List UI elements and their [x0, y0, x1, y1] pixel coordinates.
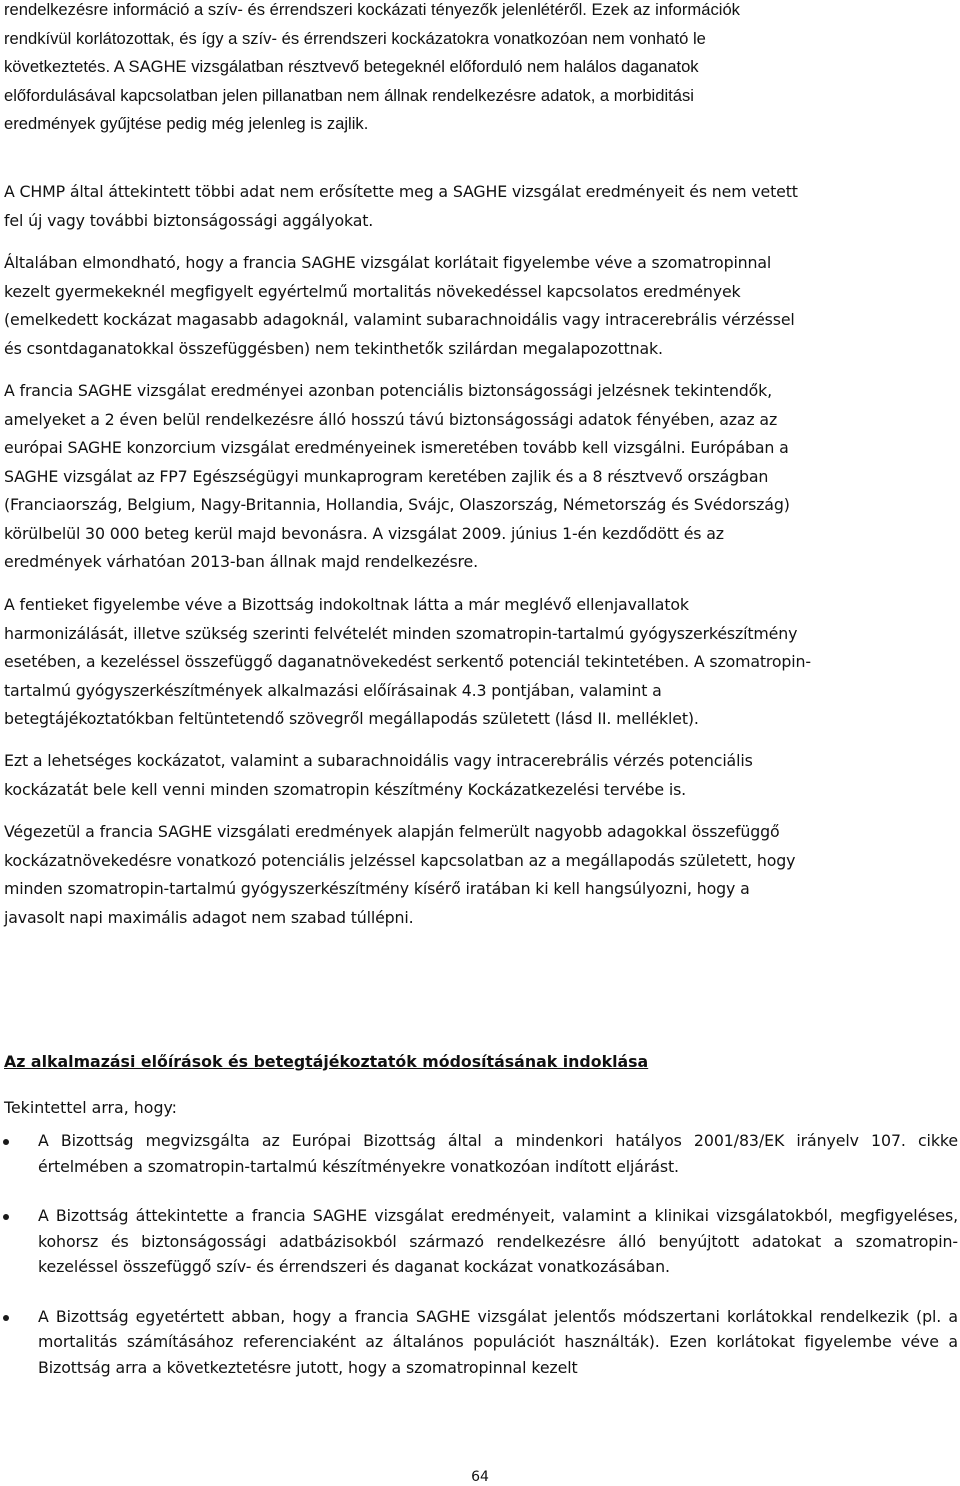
text-line: eredmények várhatóan 2013-ban állnak majd rendelkezésre.: [4, 552, 478, 571]
list-item-text: A Bizottság megvizsgálta az Európai Bizottság által a mindenkori hatályos 2001/83/EK irányelv 107. cikke értelmében a szomatropin-tartalmú készítményekre vonatkozóan indított eljárást.: [38, 1131, 958, 1176]
text-line: harmonizálását, illetve szükség szerinti felvételét minden szomatropin-tartalmú gyógyszerkészítmény: [4, 623, 798, 643]
text-line: fel új vagy további biztonságossági aggályokat.: [4, 210, 374, 230]
section-heading: Az alkalmazási előírások és betegtájékoztatók módosításának indoklása: [4, 1052, 649, 1071]
list-item-text: A Bizottság áttekintette a francia SAGHE vizsgálat eredményeit, valamint a klinikai vizsgálatokból, megfigyeléses, kohorsz és biztonságossági adatbázisokból származó rendelkezésre álló benyújtott adatokat a szomatropin-kezeléssel összefüggő szív- és érrendszeri és daganat kockázat vonatkozásában.: [38, 1206, 958, 1276]
text-line: SAGHE vizsgálat az FP7 Egészségügyi munkaprogram keretében zajlik és a 8 résztvevő országban: [4, 466, 769, 486]
text-line: következtetés. A SAGHE vizsgálatban résztvevő betegeknél előforduló nem halálos daganatok: [4, 57, 699, 76]
text-line: javasolt napi maximális adagot nem szabad túllépni.: [4, 907, 414, 927]
text-line: (Franciaország, Belgium, Nagy-Britannia, Hollandia, Svájc, Olaszország, Németország és Svédország): [4, 495, 790, 514]
list-item: [0, 1304, 960, 1381]
bullet-icon: [3, 1139, 9, 1145]
text-line: esetében, a kezeléssel összefüggő daganatnövekedést serkentő potenciál tekintetében. A szomatropin-: [4, 652, 811, 671]
text-line: eredmények gyűjtése pedig még jelenleg is zajlik.: [4, 114, 369, 133]
text-line: kezelt gyermekeknél megfigyelt egyértelmű mortalitás növekedéssel kapcsolatos eredmények: [4, 281, 741, 301]
bullet-icon: [3, 1315, 9, 1321]
text-line: rendelkezésre információ a szív- és érrendszeri kockázati tényezők jelenlétéről. Ezek az információk: [4, 0, 740, 19]
list-item-text: A Bizottság egyetértett abban, hogy a francia SAGHE vizsgálat jelentős módszertani korlátokkal rendelkezik (pl. a mortalitás számításához referenciaként az általános populációt használták). Ezen korlátokat figyelembe véve a Bizottság arra a következtetésre jutott, hogy a szomatropinnal kezelt: [38, 1306, 958, 1377]
text-line: és csontdaganatokkal összefüggésben) nem tekinthetők szilárdan megalapozottnak.: [4, 338, 663, 358]
text-line: körülbelül 30 000 beteg kerül majd bevonásra. A vizsgálat 2009. június 1-én kezdődött és az: [4, 523, 724, 543]
text-line: A CHMP által áttekintett többi adat nem erősítette meg a SAGHE vizsgálat eredményeit és nem vetett: [4, 182, 798, 201]
paragraph-3: [4, 249, 958, 363]
paragraph-1: [4, 0, 958, 139]
reasons-list: [0, 1128, 960, 1404]
page-number: 64: [471, 1469, 489, 1485]
paragraph-2: [4, 178, 958, 235]
list-item: [0, 1128, 960, 1179]
text-line: kockázatnövekedésre vonatkozó potenciális jelzéssel kapcsolatban az a megállapodás született, hogy: [4, 850, 796, 870]
text-line: kockázatát bele kell venni minden szomatropin készítmény Kockázatkezelési tervébe is.: [4, 779, 687, 799]
text-line: amelyeket a 2 éven belül rendelkezésre álló hosszú távú biztonságossági adatok fényében, azaz az: [4, 409, 778, 429]
bullet-icon: [3, 1214, 9, 1220]
text-line: Általában elmondható, hogy a francia SAGHE vizsgálat korlátait figyelembe véve a szomatropinnal: [4, 253, 772, 272]
paragraph-5: [4, 591, 958, 734]
text-line: rendkívül korlátozottak, és így a szív- és érrendszeri kockázatokra vonatkozóan nem vonható le: [4, 28, 706, 48]
text-line: tartalmú gyógyszerkészítmények alkalmazási előírásainak 4.3 pontjában, valamint a: [4, 680, 662, 700]
paragraph-6: [4, 747, 958, 804]
text-line: A fentieket figyelembe véve a Bizottság indokoltnak látta a már meglévő ellenjavallatok: [4, 595, 689, 614]
text-line: A francia SAGHE vizsgálat eredményei azonban potenciális biztonságossági jelzésnek tekintendők,: [4, 381, 772, 400]
text-line: minden szomatropin-tartalmú gyógyszerkészítmény kísérő iratában ki kell hangsúlyozni, hogy a: [4, 879, 750, 898]
paragraph-4: [4, 377, 958, 577]
text-line: (emelkedett kockázat magasabb adagoknál, valamint subarachnoidális vagy intracerebrális vérzéssel: [4, 310, 795, 329]
text-line: betegtájékoztatókban feltüntetendő szövegről megállapodás született (lásd II. melléklet).: [4, 709, 699, 728]
text-line: előfordulásával kapcsolatban jelen pillanatban nem állnak rendelkezésre adatok, a morbiditási: [4, 85, 694, 105]
text-line: Ezt a lehetséges kockázatot, valamint a subarachnoidális vagy intracerebrális vérzés potenciális: [4, 751, 753, 770]
list-item: [0, 1203, 960, 1280]
text-line: európai SAGHE konzorcium vizsgálat eredményeinek ismeretében tovább kell vizsgálni. Európában a: [4, 438, 789, 457]
paragraph-7: [4, 818, 958, 932]
section-intro: Tekintettel arra, hogy:: [4, 1098, 178, 1117]
text-line: Végezetül a francia SAGHE vizsgálati eredmények alapján felmerült nagyobb adagokkal összefüggő: [4, 822, 780, 841]
